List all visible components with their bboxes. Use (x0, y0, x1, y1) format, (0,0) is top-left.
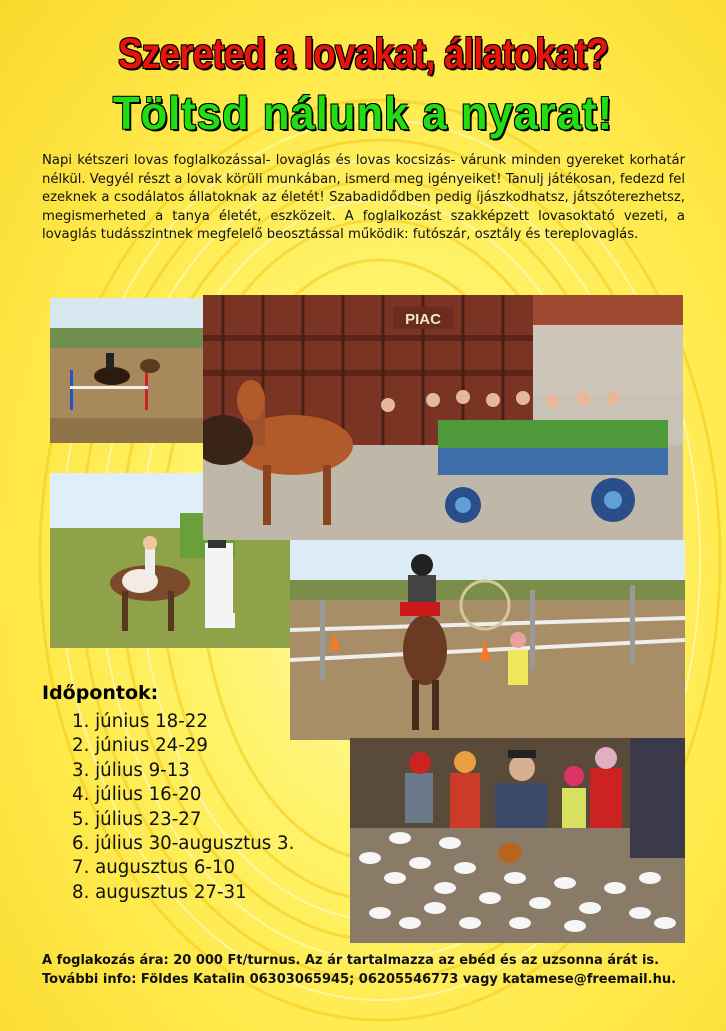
photo-pigeon-feeding (350, 738, 685, 943)
date-item: 7. augusztus 6-10 (72, 857, 236, 879)
date-item: 6. július 30-augusztus 3. (72, 833, 295, 855)
date-item: 4. július 16-20 (72, 784, 202, 806)
market-sign: PIAC (405, 311, 441, 328)
date-item: 1. június 18-22 (72, 711, 208, 732)
date-item: 5. július 23-27 (72, 808, 202, 830)
price-contact-info: A foglakozás ára: 20 000 Ft/turnus. Az ár tartalmazza az ebéd és az uzsonna árát is. További info: Földes Katalin 06303065945; 06205546773 vagy katamese@freemail.hu. (42, 953, 677, 987)
dates-heading: Időpontok: (42, 682, 159, 704)
date-item: 3. július 9-13 (72, 759, 190, 781)
intro-paragraph: Napi kétszeri lovas foglalkozással- lovaglás és lovas kocsizás- várunk minden gyereket korhatár nélkül. Vegyél részt a lovak körüli munkában, ismerd meg igényeiket! Tanulj játékosan, fedezd fel ezeknek a csodálatos állatoknak az életét! Szabadidődben pedig íjászkodhatsz, játszóterezhetsz, megismerheted a tanya életét, eszközeit. A foglalkozást szakképzett lovasoktató vezeti, a lovaglás tudásszintnek megfelelő beosztással működik: futószár, osztály és tereplovaglás. (42, 153, 686, 243)
headline-invitation: Töltsd nálunk a nyarat! (112, 87, 614, 139)
date-item: 8. augusztus 27-31 (72, 881, 247, 903)
dates-list (72, 710, 294, 905)
photo-hoop-riding (290, 540, 685, 740)
headline-question: Szereted a lovakat, állatokat? (117, 30, 609, 78)
photo-horse-cart (203, 295, 683, 540)
photo-show-jumping (50, 298, 205, 443)
date-item: 2. június 24-29 (72, 735, 208, 757)
